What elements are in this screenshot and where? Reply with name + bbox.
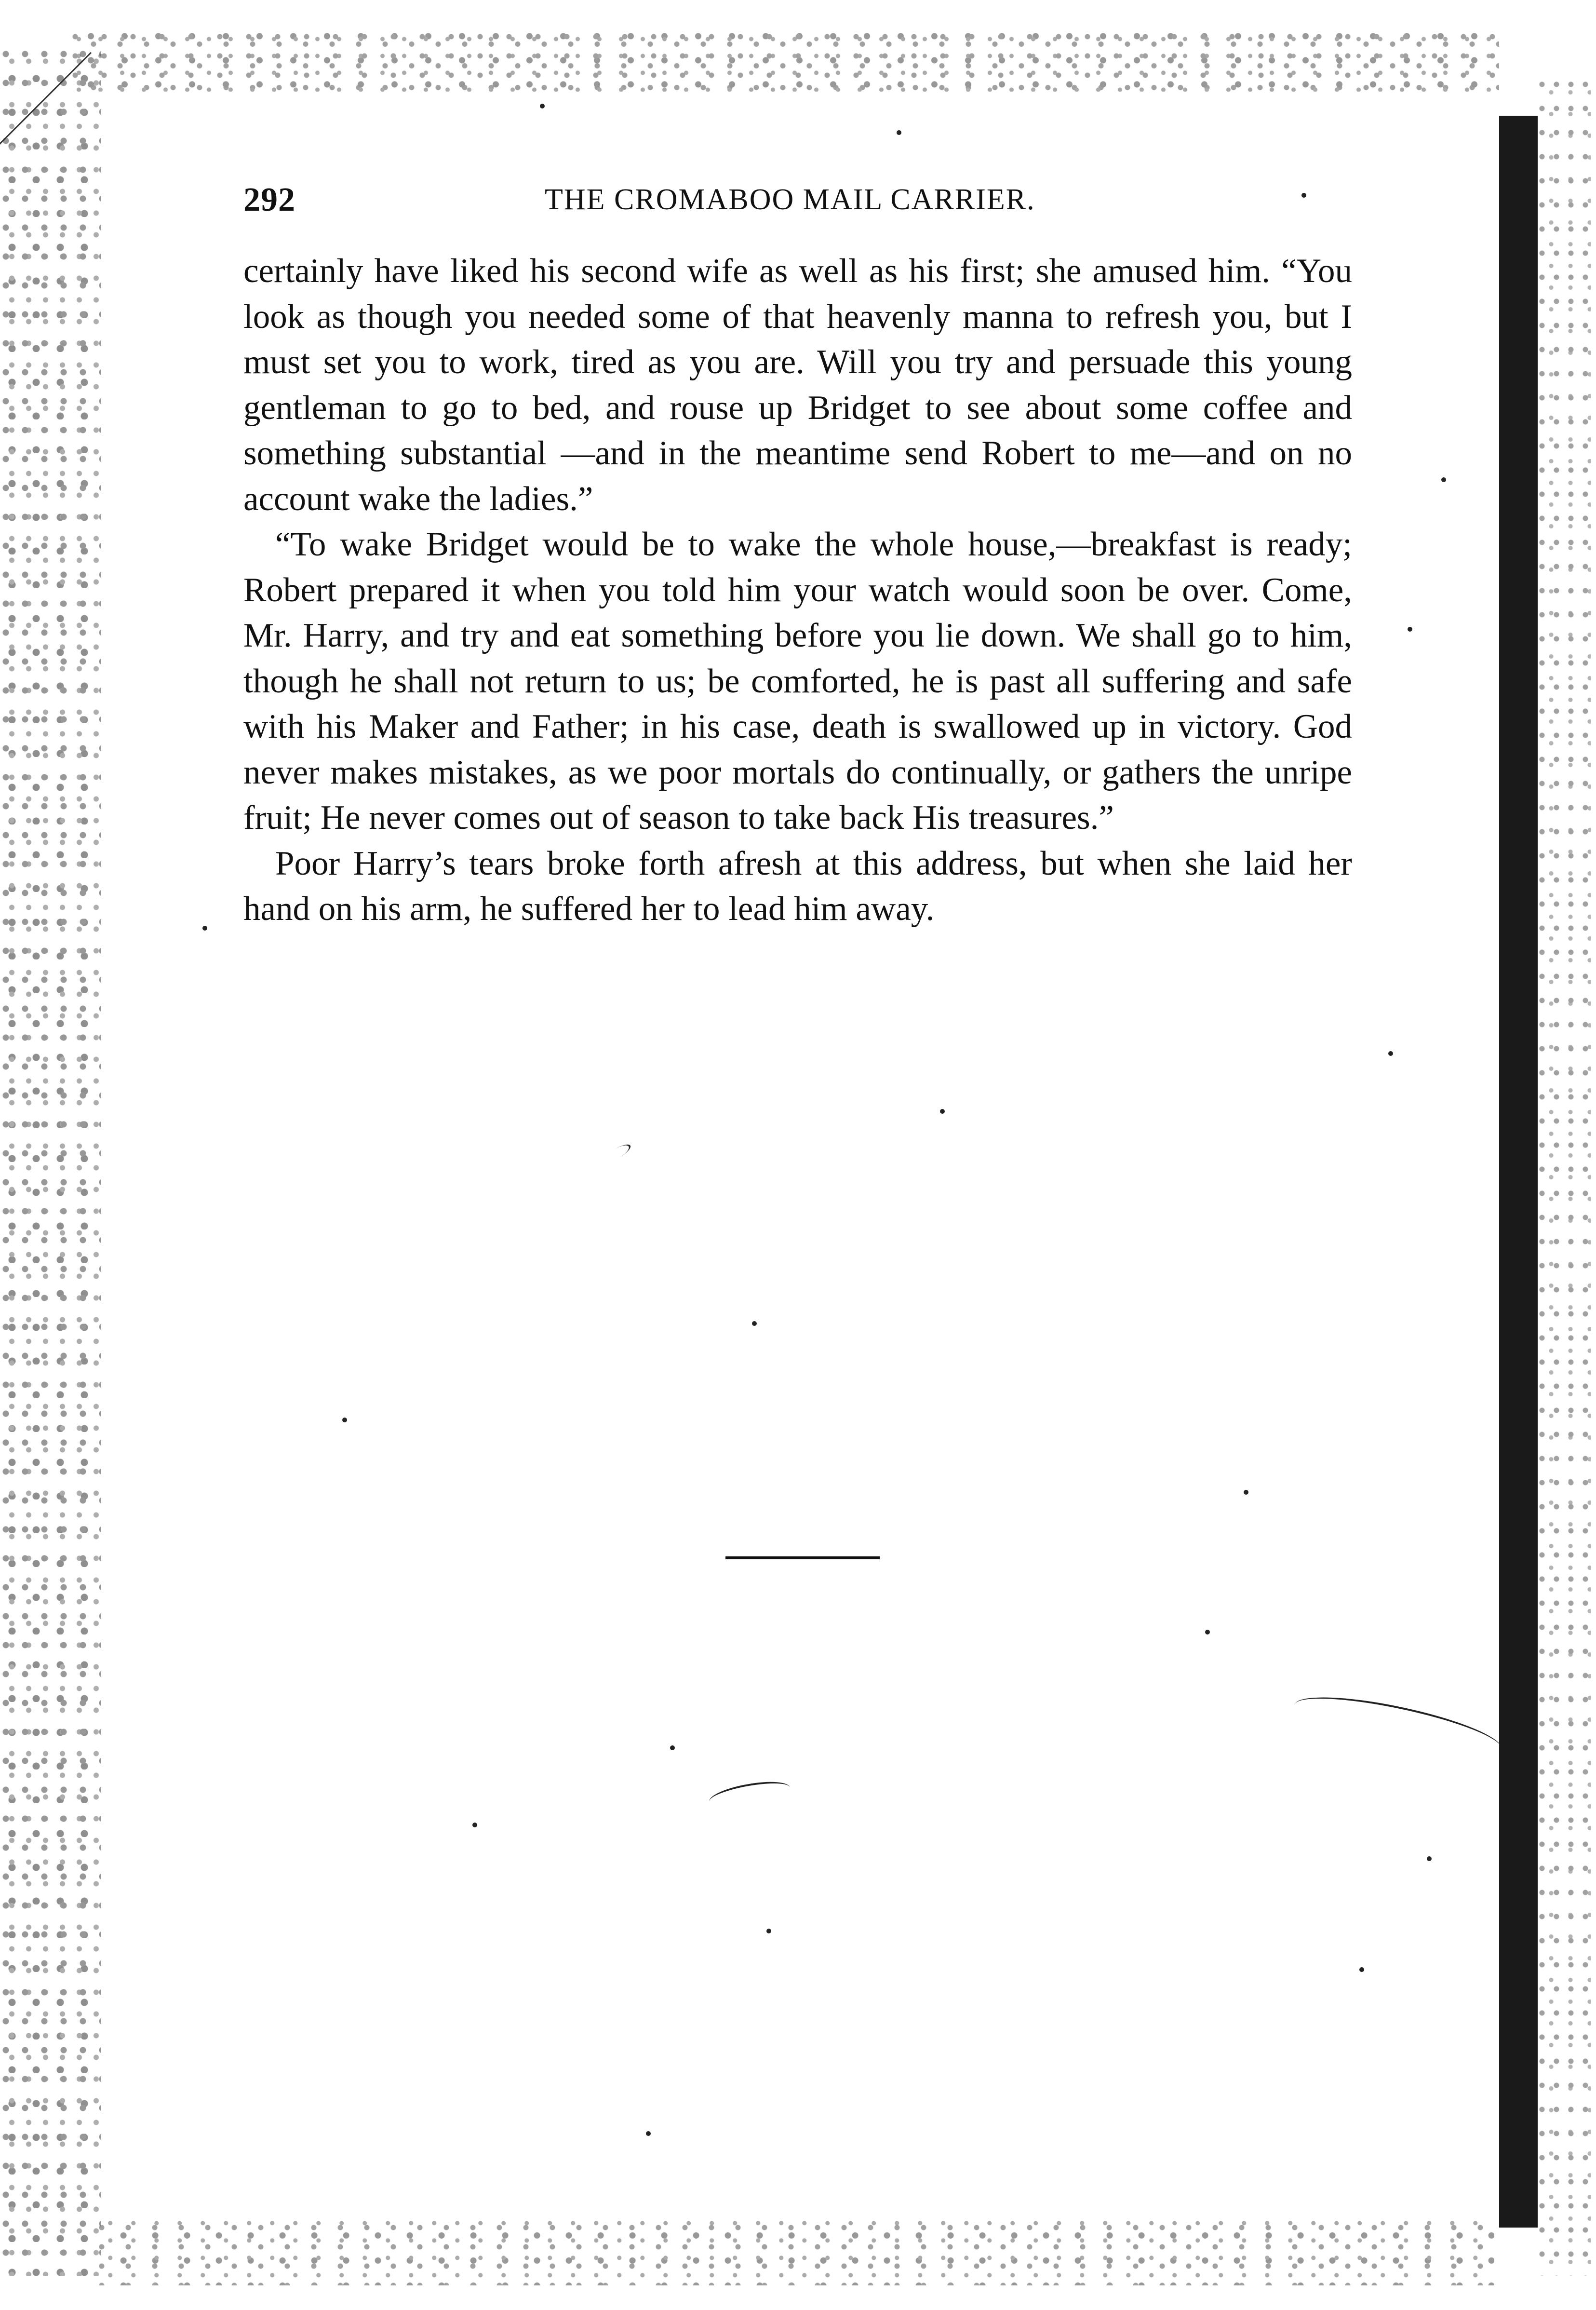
speck — [540, 104, 545, 108]
scratch-mark — [601, 1141, 632, 1165]
speck — [1244, 1490, 1248, 1495]
speck — [1427, 1856, 1432, 1861]
page-number: 292 — [243, 181, 295, 218]
scan-noise-top — [72, 29, 1499, 92]
scratch-mark — [1290, 1685, 1506, 1769]
speck — [897, 130, 901, 135]
page-header — [243, 181, 1352, 224]
speck — [1388, 1051, 1393, 1056]
speck — [1205, 1630, 1210, 1635]
end-of-chapter-rule — [725, 1556, 880, 1559]
scan-noise-right — [1538, 77, 1591, 2276]
paragraph-2: “To wake Bridget would be to wake the whole house,—breakfast is ready; Robert prepared it when you told him your watch would soon be over. Come, Mr. Harry, and try and eat something before you lie down. We shall go to him, though he shall not return to us; be comforted, he is past all suffering and safe with his Maker and Father; in his case, death is swallowed up in victory. God never makes mistakes, as we poor mortals do continually, or gathers the unripe fruit; He never comes out of season to take back His treasures.” — [243, 526, 1352, 837]
scratch-mark — [707, 1777, 791, 1812]
scan-noise-bottom — [96, 2218, 1494, 2285]
body-text — [243, 248, 1352, 932]
speck — [1441, 477, 1446, 482]
speck — [1301, 193, 1306, 198]
speck — [766, 1929, 771, 1933]
speck — [670, 1745, 675, 1750]
speck — [1408, 627, 1412, 632]
speck — [342, 1418, 347, 1422]
paragraph-3: Poor Harry’s tears broke forth afresh at this address, but when she laid her hand on his arm, he suffered her to lead him away. — [243, 844, 1352, 928]
speck — [752, 1321, 757, 1326]
paragraph-1: certainly have liked his second wife as well as his first; she amused him. “You look as though you needed some of that heavenly manna to refresh you, but I must set you to work, tired as you are. Will you try and persuade this young gentleman to go to bed, and rouse up Bridget to see about some coffee and something substantial —and in the meantime send Robert to me—and on no account wake the ladies.” — [243, 252, 1352, 518]
scan-noise-left — [0, 48, 101, 2276]
speck — [940, 1109, 945, 1114]
speck — [472, 1823, 477, 1827]
speck — [1359, 1967, 1364, 1972]
speck — [202, 926, 207, 931]
binding-shadow — [1499, 116, 1538, 2228]
running-title: THE CROMABOO MAIL CARRIER. — [545, 183, 1035, 216]
speck — [646, 2131, 651, 2136]
